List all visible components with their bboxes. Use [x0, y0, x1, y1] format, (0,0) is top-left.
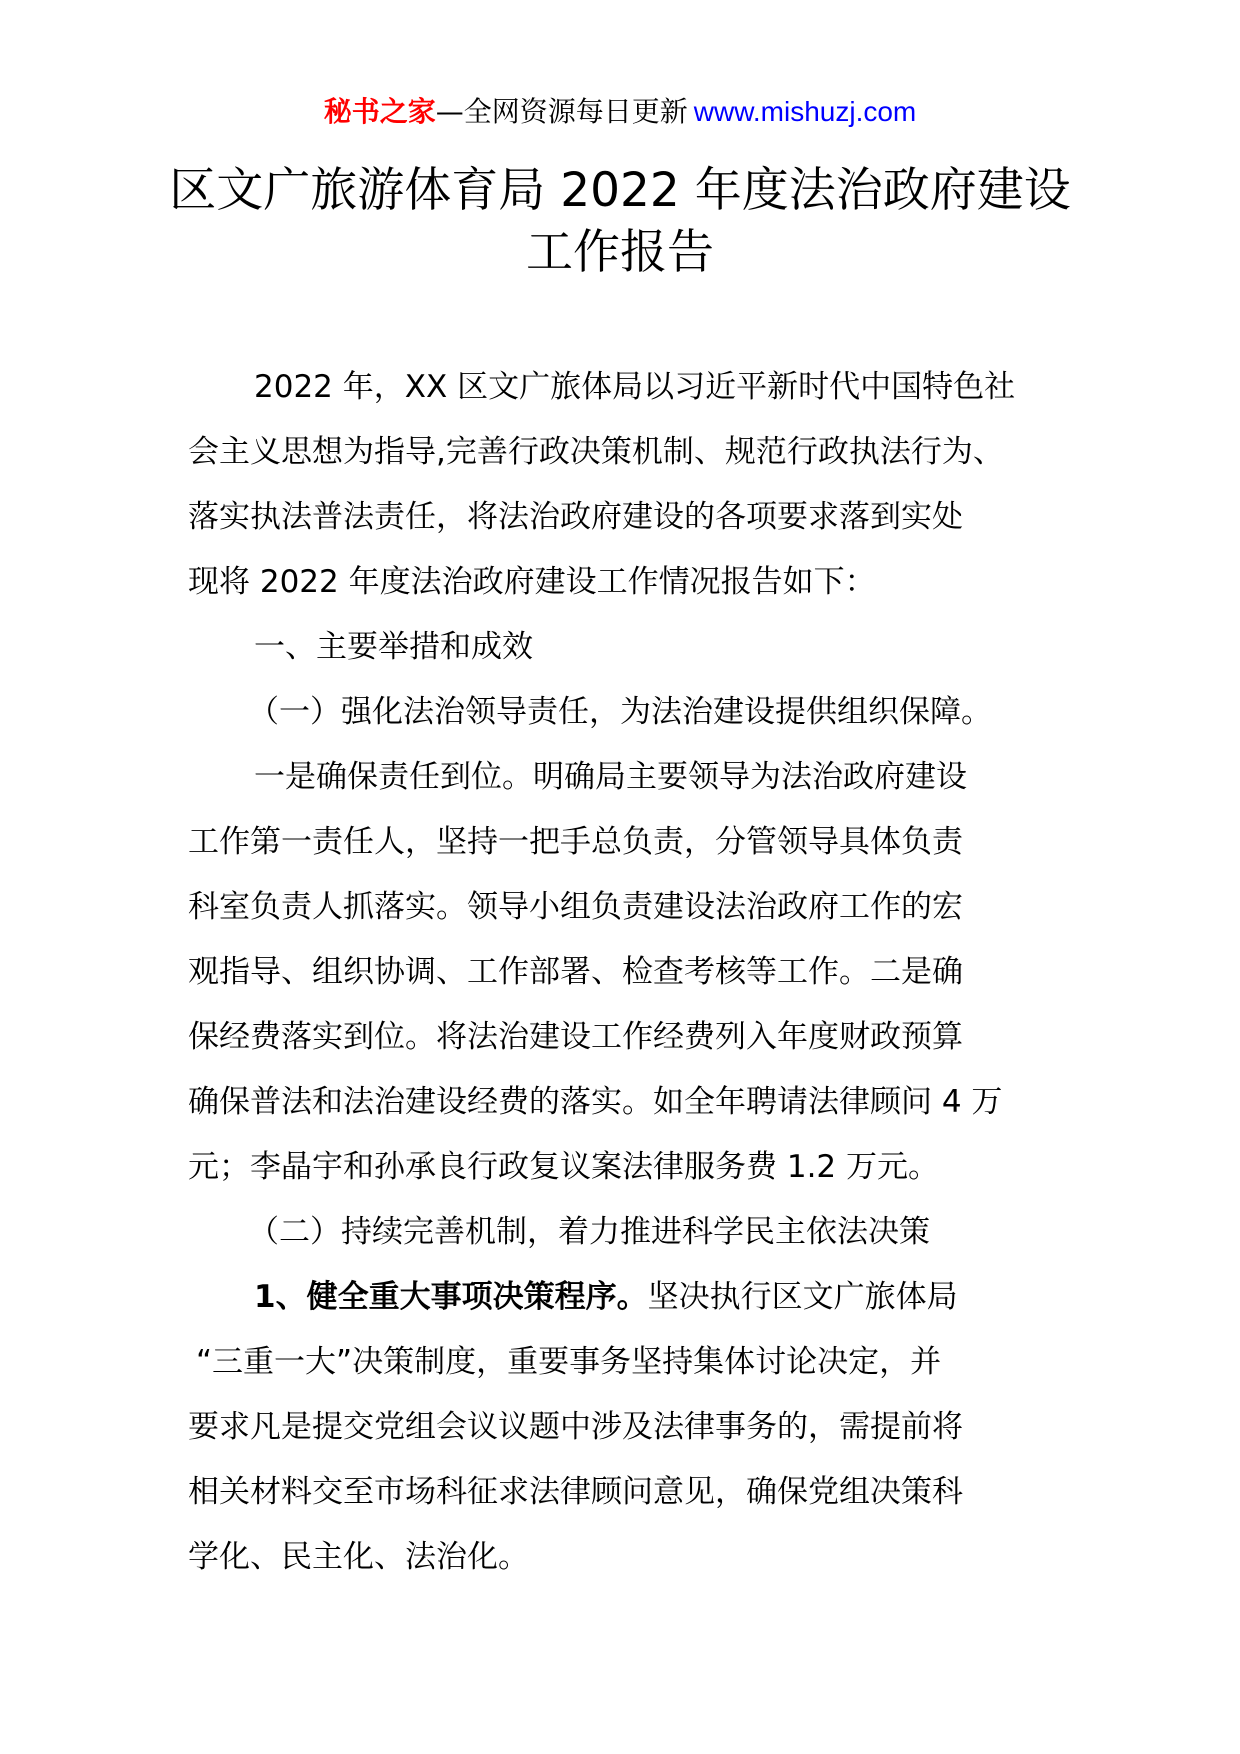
website-link[interactable]: www.mishuzj.com: [693, 96, 917, 127]
paragraph-line: 科室负责人抓落实。领导小组负责建设法治政府工作的宏: [188, 889, 963, 925]
item-title: 1、健全重大事项决策程序。: [254, 1279, 648, 1315]
paragraph-line: 一是确保责任到位。明确局主要领导为法治政府建设: [254, 759, 967, 795]
brand-name: 秘书之家: [323, 95, 436, 128]
item-heading-line: [188, 1265, 1056, 1330]
paragraph-line: “三重一大”决策制度，重要事务坚持集体讨论决定，并: [196, 1344, 942, 1380]
title-line-2: 工作报告: [526, 225, 714, 280]
paragraph-line: 元；李晶宇和孙承良行政复议案法律服务费 1.2 万元。: [188, 1149, 940, 1185]
document-title: [0, 160, 1240, 284]
paragraph-line: 会主义思想为指导,完善行政决策机制、规范行政执法行为、: [188, 434, 1004, 470]
item-text: 坚决执行区文广旅体局: [647, 1279, 958, 1315]
paragraph-line: 保经费落实到位。将法治建设工作经费列入年度财政预算: [188, 1019, 963, 1055]
banner-slogan: —全网资源每日更新: [435, 95, 688, 128]
paragraph-line: 要求凡是提交党组会议议题中涉及法律事务的，需提前将: [188, 1409, 963, 1445]
paragraph-line: 学化、民主化、法治化。: [188, 1539, 529, 1575]
paragraph-line: 落实执法普法责任，将法治政府建设的各项要求落到实处: [188, 499, 963, 535]
section-heading: 一、主要举措和成效: [254, 629, 533, 665]
site-banner: [0, 92, 1240, 132]
paragraph-line: 确保普法和法治建设经费的落实。如全年聘请法律顾问 4 万: [188, 1084, 1003, 1120]
subsection-heading: （二）持续完善机制，着力推进科学民主依法决策: [248, 1214, 930, 1250]
paragraph-line: 2022 年，XX 区文广旅体局以习近平新时代中国特色社: [254, 369, 1016, 405]
paragraph-line: 工作第一责任人，坚持一把手总负责，分管领导具体负责: [188, 824, 963, 860]
report-body: [188, 355, 1056, 1590]
title-line-1: 区文广旅游体育局 2022 年度法治政府建设: [169, 163, 1071, 218]
subsection-heading: （一）强化法治领导责任，为法治建设提供组织保障。: [248, 694, 992, 730]
paragraph-line: 观指导、组织协调、工作部署、检查考核等工作。二是确: [188, 954, 963, 990]
paragraph-line: 相关材料交至市场科征求法律顾问意见，确保党组决策科: [188, 1474, 963, 1510]
paragraph-line: 现将 2022 年度法治政府建设工作情况报告如下：: [188, 564, 876, 600]
